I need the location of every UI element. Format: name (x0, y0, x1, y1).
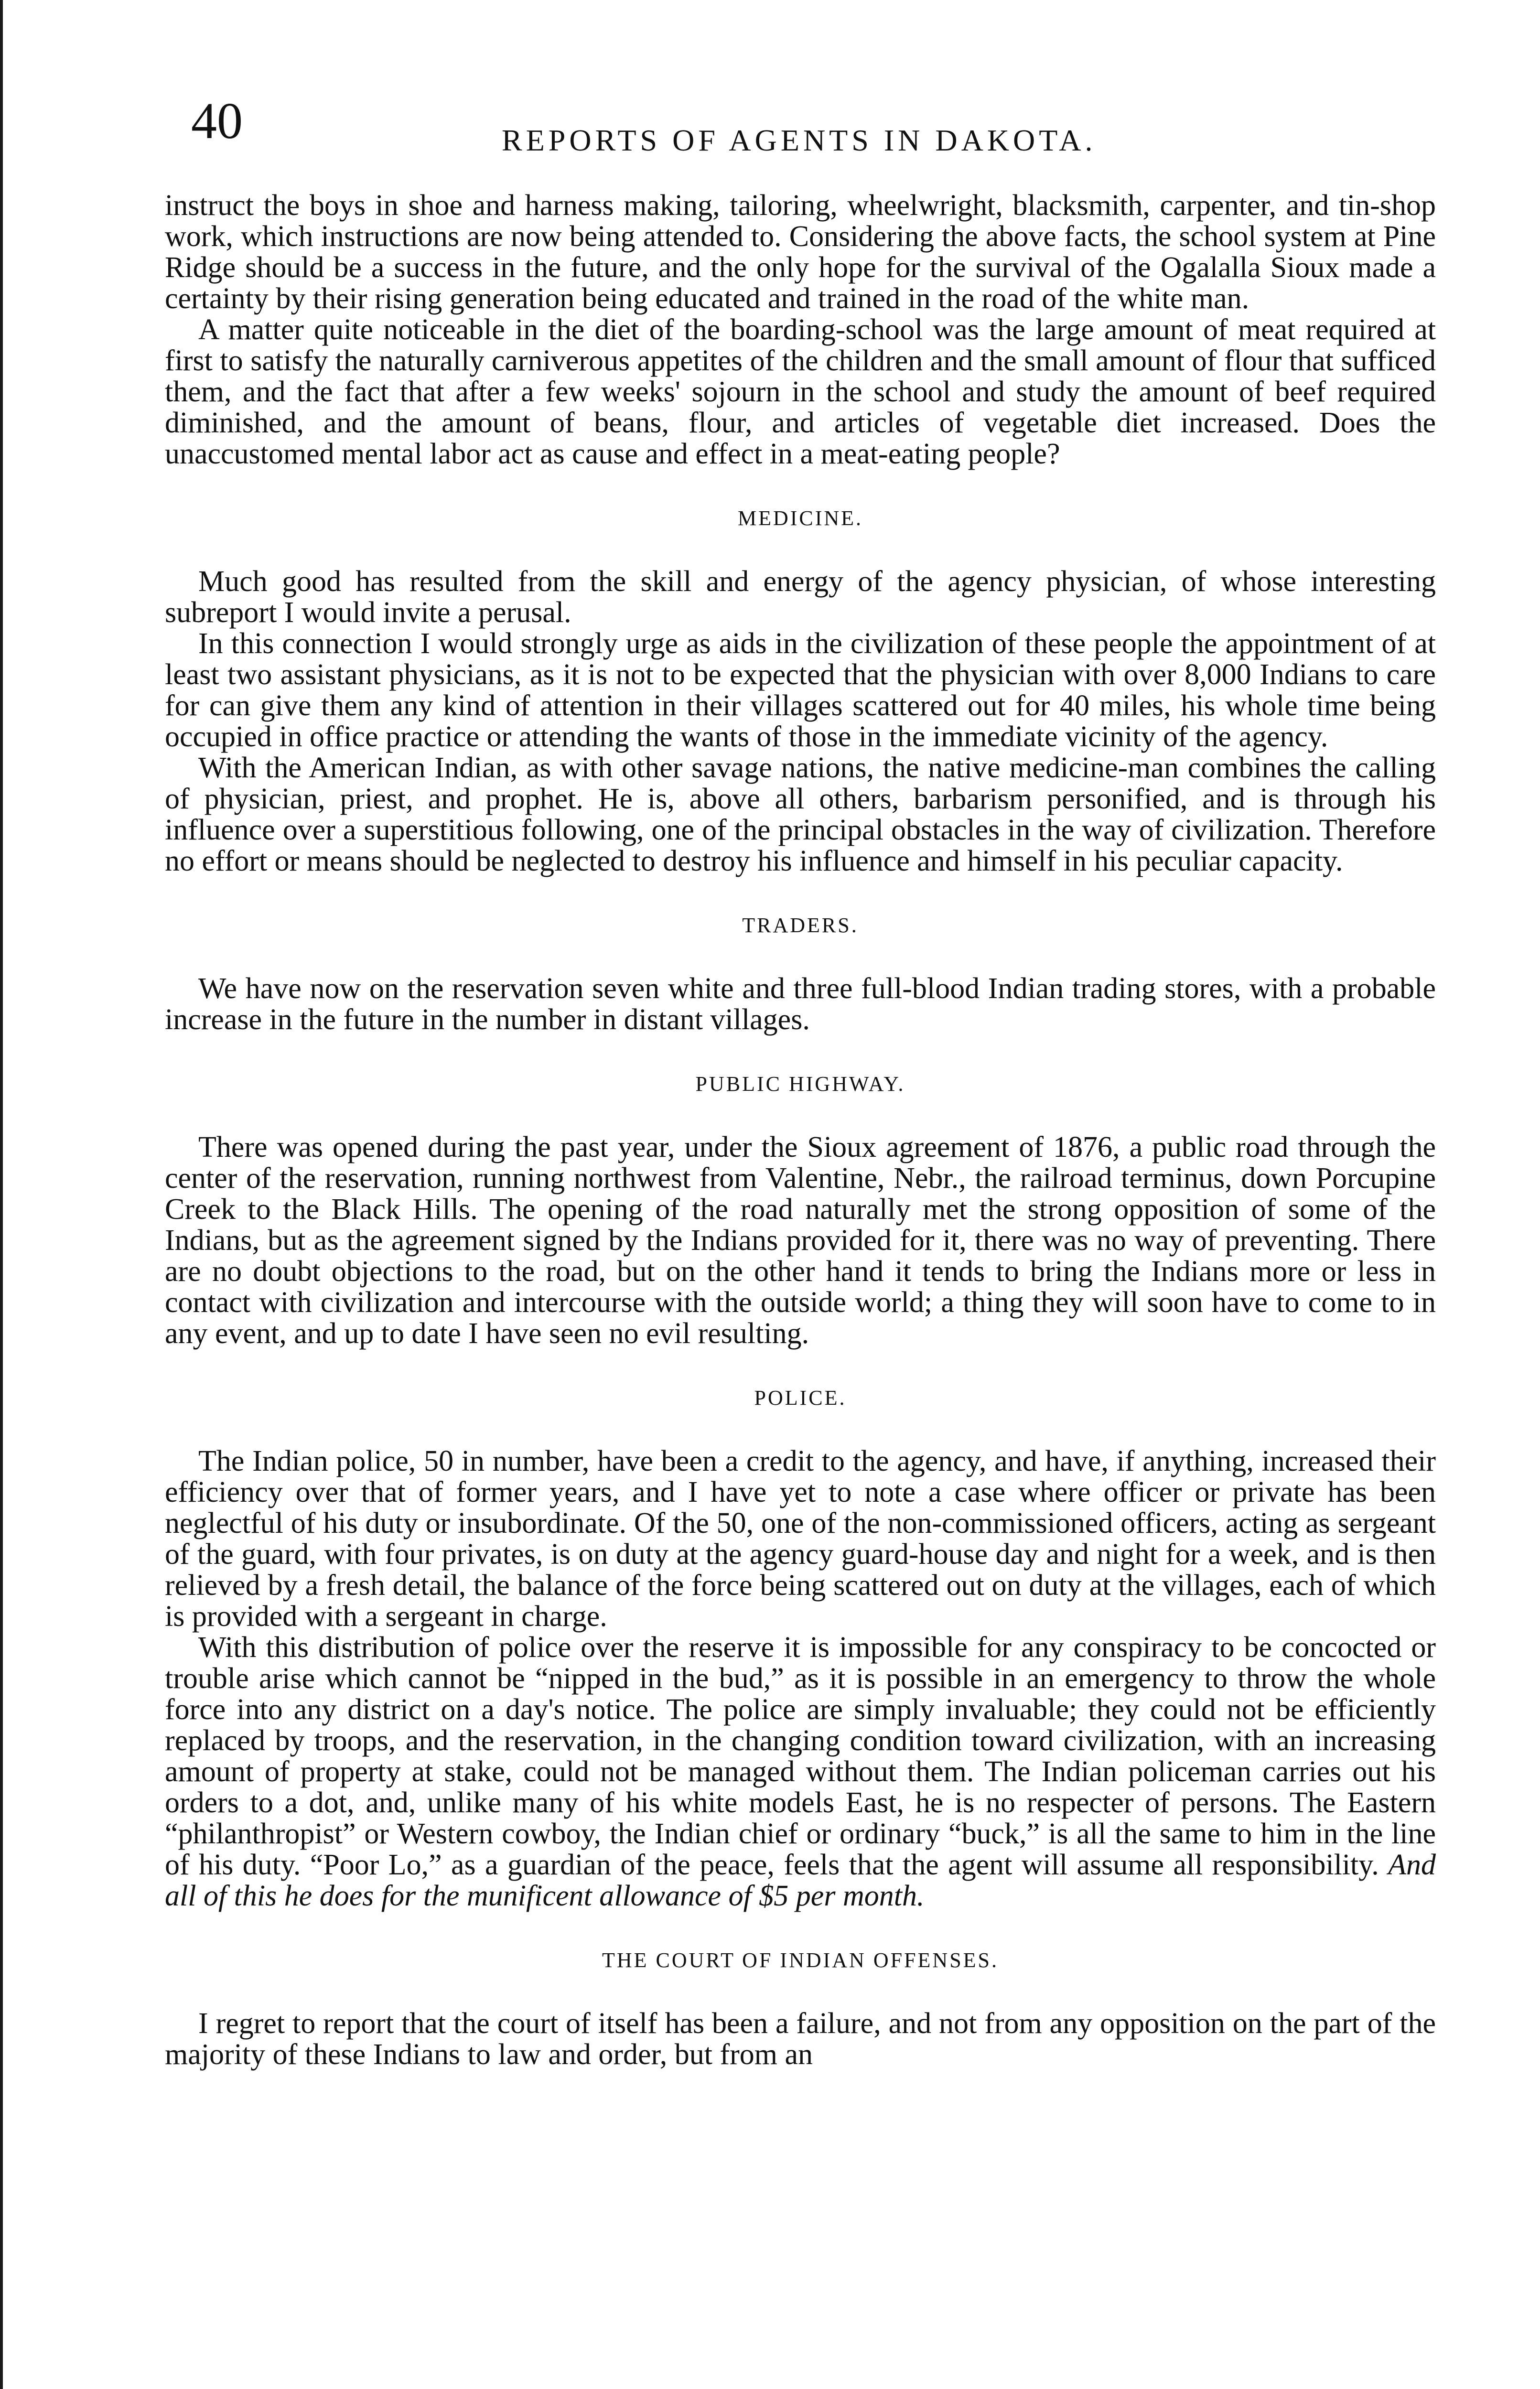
police-paragraph-2-text: With this distribution of police over the reserve it is impossible for any conspiracy to be concocted or trouble arise which cannot be “nipped in the bud,” as it is possible in an emergency to throw the whole force into any district on a day's notice. The police are simply invaluable; they could not be efficiently replaced by troops, and the reservation, in the changing condition toward civilization, with an increasing amount of property at stake, could not be managed without them. The Indian policeman carries out his orders to a dot, and, unlike many of his white models East, he is no respecter of persons. The Eastern “philanthropist” or Western cowboy, the Indian chief or ordinary “buck,” is all the same to him in the line of his duty. “Poor Lo,” as a guardian of the peace, feels that the agent will assume all responsibility. (165, 1631, 1436, 1881)
police-paragraph-2-italic: And all of this he does for the munificent allowance of $5 per month. (165, 1849, 1436, 1912)
traders-paragraph-1: We have now on the reservation seven white and three full-blood Indian trading stores, with a probable increase in the future in the number in distant villages. (165, 972, 1436, 1036)
highway-paragraph-1: There was opened during the past year, under the Sioux agreement of 1876, a public road through the center of the reservation, running northwest from Valentine, Nebr., the railroad terminus, down Porcupine Creek to the Black Hills. The opening of the road naturally met the strong opposition of some of the Indians, but as the agreement signed by the Indians provided for it, there was no way of preventing. There are no doubt objections to the road, but on the other hand it tends to bring the Indians more or less in contact with civilization and intercourse with the outside world; a thing they will soon have to come to in any event, and up to date I have seen no evil resulting. (165, 1131, 1436, 1350)
running-head: REPORTS OF AGENTS IN DAKOTA. (502, 123, 1097, 157)
section-heading-traders: TRADERS. (742, 914, 859, 937)
medicine-paragraph-3: With the American Indian, as with other savage nations, the native medicine-man combines the calling of physician, priest, and prophet. He is, above all others, barbarism personified, and is through his influence over a superstitious following, one of the principal obstacles in the way of civilization. Therefore no effort or means should be neglected to destroy his influence and himself in his peculiar capacity. (165, 752, 1436, 877)
page-header (191, 93, 1443, 167)
police-paragraph-2 (165, 1632, 1436, 1912)
intro-paragraph-1: instruct the boys in shoe and harness making, tailoring, wheelwright, blacksmith, carpenter, and tin-shop work, which instructions are now being attended to. Considering the above facts, the school system at Pine Ridge should be a success in the future, and the only hope for the survival of the Ogalalla Sioux made a certainty by their rising generation being educated and trained in the road of the white man. (165, 189, 1436, 315)
scan-left-edge (0, 0, 3, 2389)
medicine-paragraph-1: Much good has resulted from the skill and energy of the agency physician, of whose interesting subreport I would invite a perusal. (165, 565, 1436, 629)
section-heading-court: THE COURT OF INDIAN OFFENSES. (602, 1948, 999, 1972)
page-body (165, 190, 1436, 2070)
intro-paragraph-2: A matter quite noticeable in the diet of the boarding-school was the large amount of meat required at first to satisfy the naturally carniverous appetites of the children and the small amount of flour that sufficed them, and the fact that after a few weeks' sojourn in the school and study the amount of beef required diminished, and the amount of beans, flour, and articles of vegetable diet increased. Does the unaccustomed mental labor act as cause and effect in a meat-eating people? (165, 313, 1436, 470)
police-paragraph-1: The Indian police, 50 in number, have been a credit to the agency, and have, if anything, increased their efficiency over that of former years, and I have yet to note a case where officer or private has been neglectful of his duty or insubordinate. Of the 50, one of the non-commissioned officers, acting as sergeant of the guard, with four privates, is on duty at the agency guard-house day and night for a week, and is then relieved by a fresh detail, the balance of the force being scattered out on duty at the villages, each of which is provided with a sergeant in charge. (165, 1445, 1436, 1633)
section-heading-public-highway: PUBLIC HIGHWAY. (695, 1072, 905, 1096)
medicine-paragraph-2: In this connection I would strongly urge as aids in the civilization of these people the appointment of at least two assistant physicians, as it is not to be expected that the physician with over 8,000 Indians to care for can give them any kind of attention in their villages scattered out for 40 miles, his whole time being occupied in office practice or attending the wants of those in the immediate vicinity of the agency. (165, 627, 1436, 753)
page-number: 40 (191, 93, 243, 150)
court-paragraph-1: I regret to report that the court of itself has been a failure, and not from any opposition on the part of the majority of these Indians to law and order, but from an (165, 2007, 1436, 2071)
section-heading-medicine: MEDICINE. (737, 506, 863, 530)
section-heading-police: POLICE. (754, 1386, 847, 1410)
